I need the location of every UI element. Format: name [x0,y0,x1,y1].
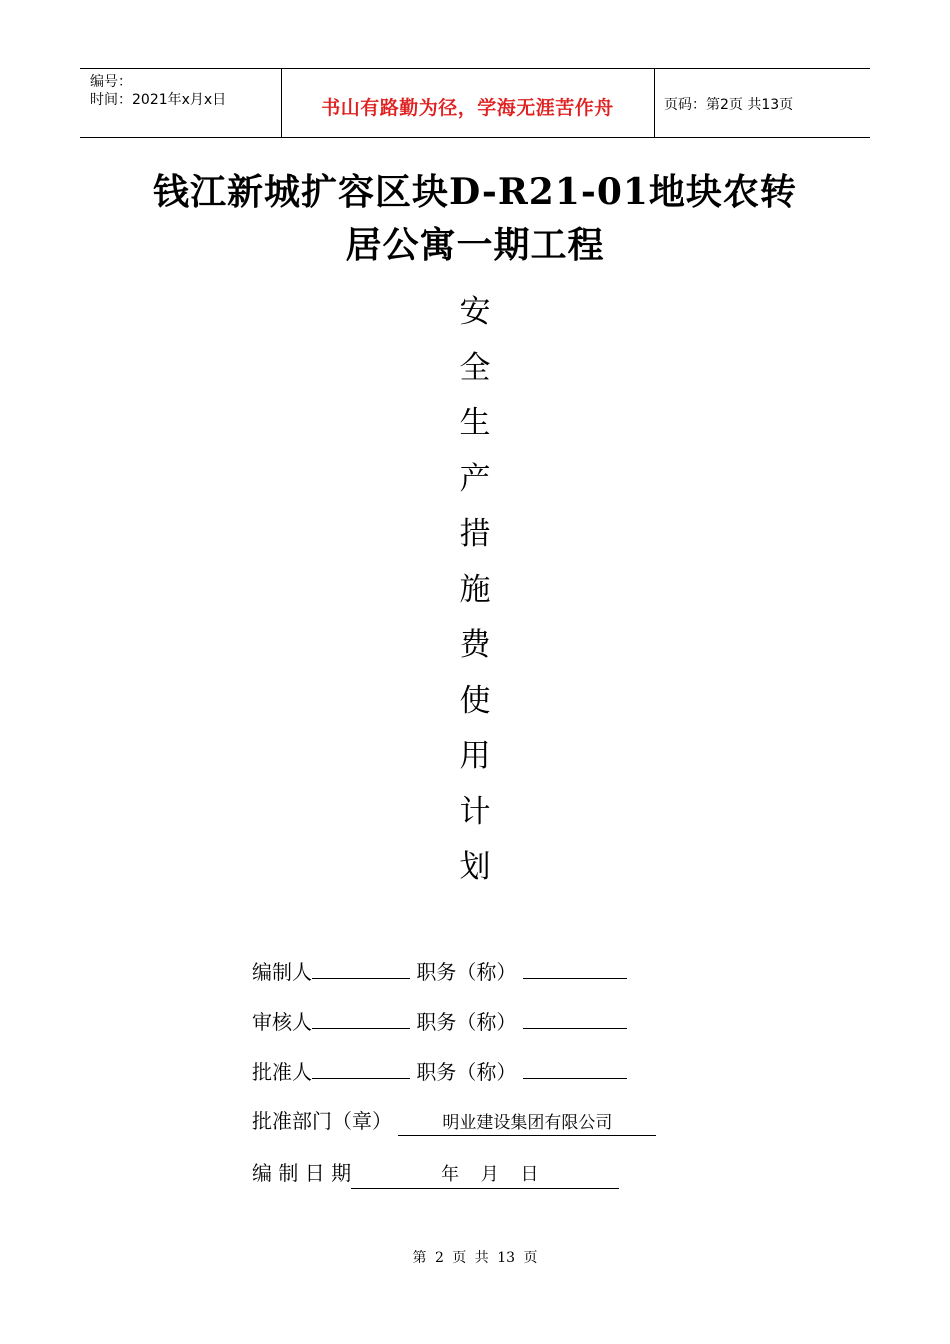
subtitle-char: 施 [459,571,491,608]
date-row [252,1158,619,1188]
date-label: 编 制 日 期 [252,1161,352,1185]
approving-dept-label: 批准部门（章） [252,1109,392,1133]
compiler-label: 编制人 [252,960,312,984]
reviewer-row [252,1006,627,1036]
reviewer-blank[interactable] [312,1006,410,1029]
date-value[interactable]: 年 月 日 [351,1162,619,1189]
page-header [80,68,870,138]
subtitle-char: 措 [459,516,491,552]
subtitle-char: 用 [459,738,491,774]
subtitle-char: 划 [459,849,491,885]
vertical-subtitle [455,285,495,896]
compiler-row [252,956,627,986]
subtitle-char: 使 [459,682,491,719]
header-page-info: 页码：第2页 共13页 [664,97,794,113]
position-blank[interactable] [523,1006,627,1029]
position-blank[interactable] [523,1056,627,1079]
document-title-line1: 钱江新城扩容区块D-R21-01地块农转 [153,171,797,213]
subtitle-char: 产 [459,460,491,497]
doc-time: 时间：2021年x月x日 [90,92,227,108]
header-meta [90,73,226,109]
compiler-blank[interactable] [312,956,410,979]
approving-dept-value[interactable]: 明业建设集团有限公司 [398,1111,656,1136]
subtitle-char: 费 [459,627,491,663]
approver-blank[interactable] [312,1056,410,1079]
subtitle-char: 全 [459,349,491,386]
header-motto: 书山有路勤为径，学海无涯苦作舟 [321,97,614,119]
approver-label: 批准人 [252,1060,312,1084]
subtitle-char: 生 [459,405,491,441]
position-label: 职务（称） [416,1010,517,1034]
approving-dept-row [252,1106,656,1136]
position-label: 职务（称） [416,1060,517,1084]
doc-number: 编号： [90,74,132,90]
document-title-line2: 居公寓一期工程 [345,224,605,266]
position-blank[interactable] [523,956,627,979]
position-label: 职务（称） [416,960,517,984]
header-divider [654,69,655,137]
reviewer-label: 审核人 [252,1010,312,1034]
approver-row [252,1056,627,1086]
page-footer: 第 2 页 共 13 页 [412,1250,538,1266]
subtitle-char: 计 [459,793,491,830]
subtitle-char: 安 [459,294,491,330]
